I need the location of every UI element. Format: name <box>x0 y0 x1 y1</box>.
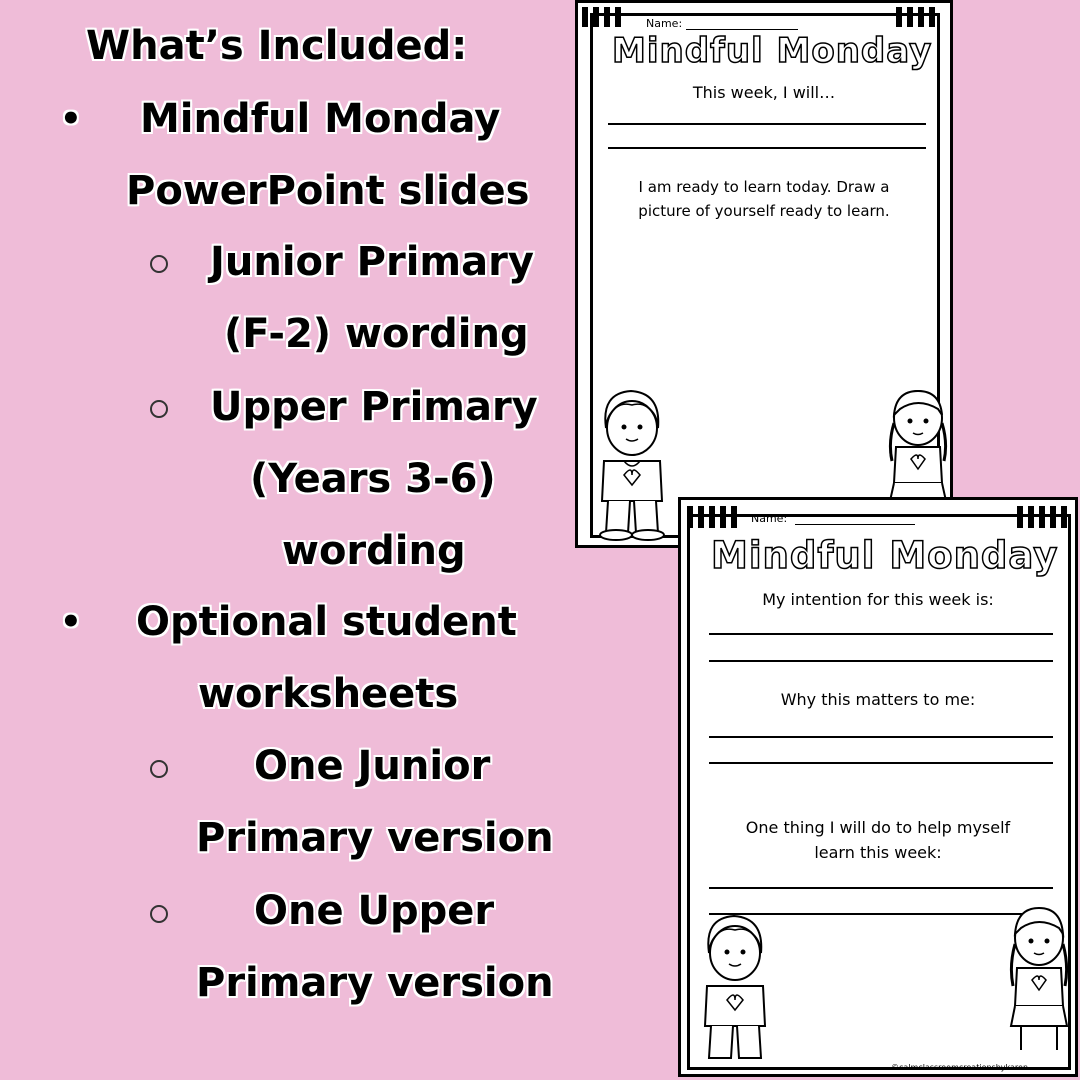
sub-2-line-3: wording <box>282 528 466 574</box>
writing-line <box>709 633 1053 635</box>
prompt-this-week: This week, I will… <box>692 83 836 102</box>
writing-line <box>709 762 1053 764</box>
sub-4-line-1: One Upper <box>254 888 495 934</box>
sub-bullet-1 <box>150 255 168 273</box>
prompt-intention: My intention for this week is: <box>762 590 994 609</box>
stripe-decoration-right <box>896 7 935 27</box>
sub-2-line-1: Upper Primary <box>210 384 538 430</box>
sub-3-line-1: One Junior <box>254 743 491 789</box>
girl-illustration <box>999 900 1078 1060</box>
boy-illustration <box>586 383 676 543</box>
bullet-2-line-2: worksheets <box>198 671 459 717</box>
prompt-ready-line-1: I am ready to learn today. Draw a <box>638 178 890 196</box>
sub-1-line-1: Junior Primary <box>210 239 534 285</box>
sub-bullet-4 <box>150 905 168 923</box>
worksheet-title: Mindful Monday <box>711 534 1059 577</box>
writing-line <box>608 123 926 125</box>
sub-2-line-2: (Years 3-6) <box>250 456 496 502</box>
bullet-2: • <box>60 602 82 642</box>
boy-illustration <box>689 908 779 1068</box>
bullet-1: • <box>60 99 82 139</box>
name-label: Name: <box>646 17 683 30</box>
bullet-1-line-1: Mindful Monday <box>140 96 501 142</box>
sub-bullet-2 <box>150 400 168 418</box>
sub-4-line-2: Primary version <box>196 960 554 1006</box>
worksheet-preview-bottom <box>678 497 1078 1077</box>
name-label: Name: <box>751 512 788 525</box>
copyright-text: ©calmclassroomcreationsbykaren <box>891 1063 1029 1072</box>
name-line <box>686 29 798 30</box>
writing-line <box>608 147 926 149</box>
writing-line <box>709 660 1053 662</box>
stripe-decoration-left <box>687 506 737 528</box>
bullet-1-line-2: PowerPoint slides <box>126 168 530 214</box>
prompt-one-thing-line-2: learn this week: <box>814 843 942 862</box>
heading: What’s Included: <box>86 23 468 69</box>
sub-1-line-2: (F-2) wording <box>224 311 529 357</box>
worksheet-title: Mindful Monday <box>612 31 933 71</box>
stripe-decoration-right <box>1017 506 1067 528</box>
bullet-2-line-1: Optional student <box>136 599 517 645</box>
name-line <box>795 524 915 525</box>
prompt-one-thing-line-1: One thing I will do to help myself <box>745 818 1011 837</box>
prompt-why-matters: Why this matters to me: <box>780 690 976 709</box>
writing-line <box>709 736 1053 738</box>
stripe-decoration-left <box>582 7 621 27</box>
writing-line <box>709 887 1053 889</box>
prompt-ready-line-2: picture of yourself ready to learn. <box>638 202 890 220</box>
sub-3-line-2: Primary version <box>196 815 554 861</box>
sub-bullet-3 <box>150 760 168 778</box>
girl-illustration <box>878 383 953 513</box>
worksheet-preview-top <box>575 0 953 548</box>
